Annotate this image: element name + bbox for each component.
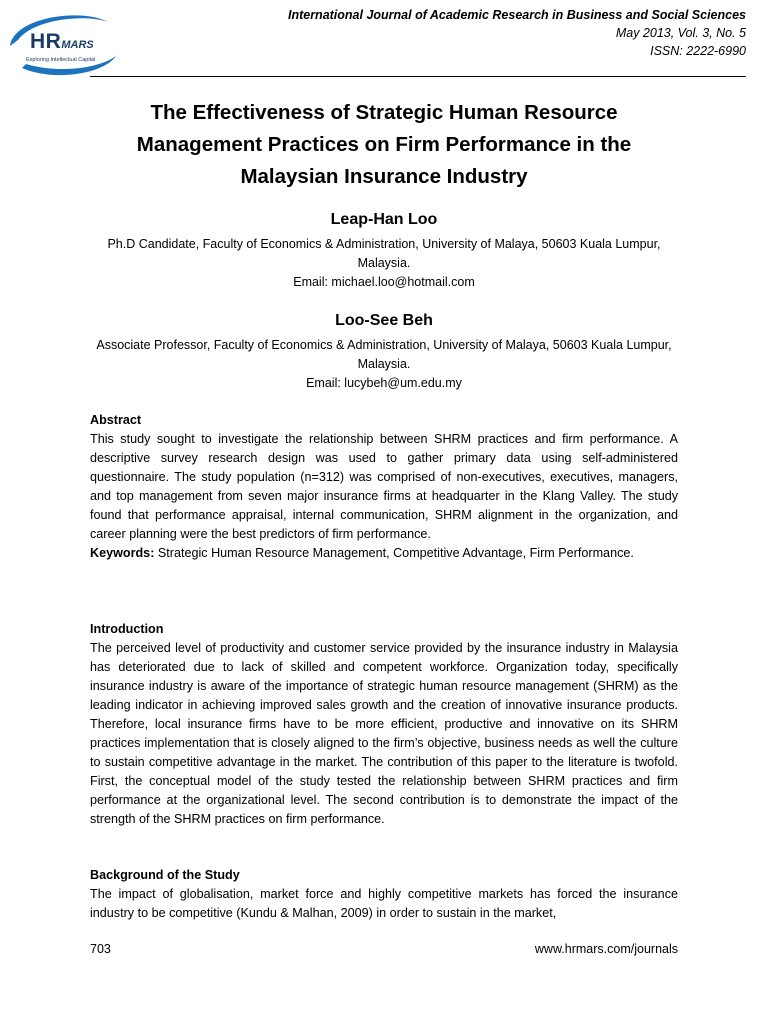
journal-header: [288, 6, 746, 60]
logo-tagline: Exploring Intellectual Capital: [26, 57, 96, 63]
introduction-section: [90, 620, 678, 829]
abstract-heading: Abstract: [90, 413, 142, 427]
header-divider: [90, 76, 746, 77]
background-heading: Background of the Study: [90, 868, 240, 882]
journal-url-link[interactable]: www.hrmars.com/journals: [534, 942, 678, 956]
keywords-text: Strategic Human Resource Management, Competitive Advantage, Firm Performance.: [157, 546, 634, 560]
page-number: 703: [90, 942, 111, 956]
abstract-section: [90, 411, 678, 563]
background-text: The impact of globalisation, market force and highly competitive markets has forced the insurance industry to be competitive (Kundu & Malhan, 2009) in order to sustain in the market,: [90, 887, 678, 920]
author-affiliation-1: Ph.D Candidate, Faculty of Economics & Administration, University of Malaya, 50603 Kuala Lumpur, Malaysia. Email: michael.loo@hotmail.com: [90, 235, 678, 292]
journal-issn: ISSN: 2222-6990: [650, 44, 746, 58]
introduction-text: The perceived level of productivity and customer service provided by the insurance industry in Malaysia has deteriorated due to lack of skilled and competent workforce. Organization today, specifically insurance industry is aware of the importance of strategic human resource management (SHRM) as the leading indicator in achieving improved sales growth and the creation of innovative insurance products. Therefore, local insurance firms have to be more efficient, productive and innovative on its SHRM practices implementation that is closely aligned to the firm’s objective, business needs as well the culture to sustain competitive advantage in the market. The contribution of this paper to the literature is twofold. First, the conceptual model of the study tested the relationship between SHRM practices and firm performance at the organizational level. The second contribution is to demonstrate the impact of the strength of the SHRM practices on firm performance.: [90, 641, 678, 826]
keywords-line: [90, 544, 678, 563]
author-name-2: Loo-See Beh: [335, 312, 433, 329]
journal-issue: May 2013, Vol. 3, No. 5: [615, 26, 746, 40]
abstract-text: This study sought to investigate the relationship between SHRM practices and firm performance. A descriptive survey research design was used to gather primary data using self-administered questionnaire. The study population (n=312) was comprised of non-executives, executives, managers, and top management from seven major insurance firms at headquarter in the Klang Valley. The study found that performance appraisal, internal communication, SHRM alignment in the organization, and career planning were the best predictors of firm performance.: [90, 432, 678, 541]
logo-wordmark: HRMARS: [30, 30, 94, 53]
keywords-label: Keywords:: [90, 546, 155, 560]
author-email-1: Email: michael.loo@hotmail.com: [293, 275, 475, 289]
hrmars-logo: [4, 6, 128, 86]
introduction-heading: Introduction: [90, 622, 164, 636]
background-section: [90, 866, 678, 923]
author-email-2: Email: lucybeh@um.edu.my: [306, 376, 462, 390]
author-affiliation-2: Associate Professor, Faculty of Economics & Administration, University of Malaya, 50603 Kuala Lumpur, Malaysia. Email: lucybeh@um.edu.my: [90, 336, 678, 393]
paper-title: The Effectiveness of Strategic Human Resource Management Practices on Firm Performance in the Malaysian Insurance Industry: [136, 101, 632, 188]
journal-name: International Journal of Academic Research in Business and Social Sciences: [287, 8, 746, 22]
author-name-1: Leap-Han Loo: [330, 211, 438, 228]
